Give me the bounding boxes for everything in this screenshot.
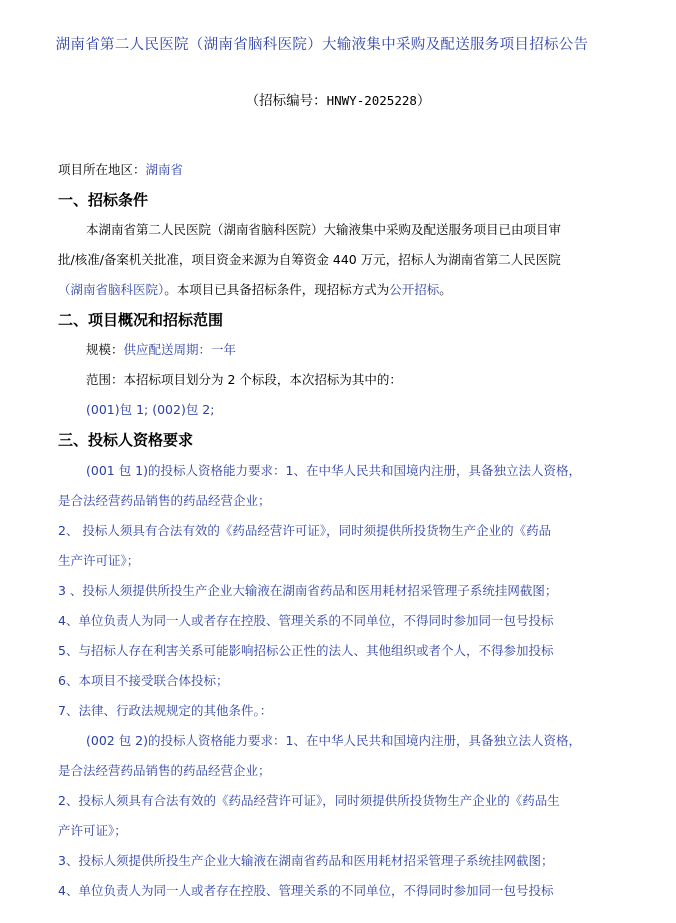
section-heading-1: 一、招标条件 [58, 191, 149, 209]
s1-line-3d: 。 [439, 282, 452, 297]
project-region [58, 160, 598, 180]
s3-p1-item-2a: 2、 投标人须具有合法有效的《药品经营许可证》，同时须提供所投货物生产企业的《药品 [58, 523, 552, 538]
s3-p2-item-3: 3、投标人须提供所投生产企业大输液在湖南省药品和医用耗材招采管理子系统挂网截图； [58, 853, 554, 868]
s3-p2-line-2: 是合法经营药品销售的药品经营企业； [58, 763, 271, 778]
page-title: 湖南省第二人民医院（湖南省脑科医院）大输液集中采购及配送服务项目招标公告 [55, 37, 589, 53]
s1-line-3 [58, 280, 598, 300]
s2-scale-label: 规模： [86, 342, 124, 357]
tender-code-suffix: ） [416, 93, 431, 109]
s3-p2-item-2b: 产许可证》； [58, 823, 127, 838]
s3-p2-line-1: (002 包 2)的投标人资格能力要求：1、在中华人民共和国境内注册，具备独立法人资格， [86, 733, 581, 748]
s2-lots: (001)包 1; (002)包 2; [86, 402, 215, 417]
s3-p1-line-1: (001 包 1)的投标人资格能力要求：1、在中华人民共和国境内注册，具备独立法人资格， [86, 463, 581, 478]
s3-p2-item-2a: 2、投标人须具有合法有效的《药品经营许可证》，同时须提供所投货物生产企业的《药品生 [58, 793, 560, 808]
s3-p1-line-2: 是合法经营药品销售的药品经营企业； [58, 493, 271, 508]
s3-p1-item-6: 6、本项目不接受联合体投标； [58, 673, 229, 688]
tender-code-value: HNWY-2025228 [326, 93, 417, 108]
section-heading-3: 三、投标人资格要求 [58, 431, 194, 449]
tender-code-prefix: （招标编号： [245, 93, 327, 109]
s2-scale [86, 340, 598, 360]
section-heading-2: 二、项目概况和招标范围 [58, 311, 224, 329]
s3-p1-item-4: 4、单位负责人为同一人或者存在控股、管理关系的不同单位，不得同时参加同一包号投标 [58, 613, 554, 628]
region-value: 湖南省 [145, 162, 184, 177]
s3-p1-item-5: 5、与招标人存在利害关系可能影响招标公正性的法人、其他组织或者个人，不得参加投标 [58, 643, 554, 658]
s3-p1-item-7: 7、法律、行政法规规定的其他条件。： [58, 703, 273, 718]
s1-line-2: 批/核准/备案机关批准，项目资金来源为自筹资金 440 万元，招标人为湖南省第二人民医院 [58, 252, 561, 267]
s3-p2-item-4: 4、单位负责人为同一人或者存在控股、管理关系的不同单位，不得同时参加同一包号投标 [58, 883, 554, 898]
s1-line-3b: 。本项目已具备招标条件，现招标方式为 [164, 282, 390, 297]
s3-p1-item-2b: 生产许可证》； [58, 553, 140, 568]
s2-range: 范围：本招标项目划分为 2 个标段，本次招标为其中的： [86, 372, 402, 387]
s1-line-3a: （湖南省脑科医院） [58, 282, 165, 297]
s1-tender-method: 公开招标 [389, 282, 440, 297]
region-label: 项目所在地区： [58, 162, 146, 177]
s2-scale-value: 供应配送周期：一年 [123, 342, 237, 357]
s1-line-1: 本湖南省第二人民医院（湖南省脑科医院）大输液集中采购及配送服务项目已由项目审 [86, 222, 562, 237]
s3-p1-item-3: 3 、投标人须提供所投生产企业大输液在湖南省药品和医用耗材招采管理子系统挂网截图； [58, 583, 558, 598]
tender-code [0, 90, 676, 112]
